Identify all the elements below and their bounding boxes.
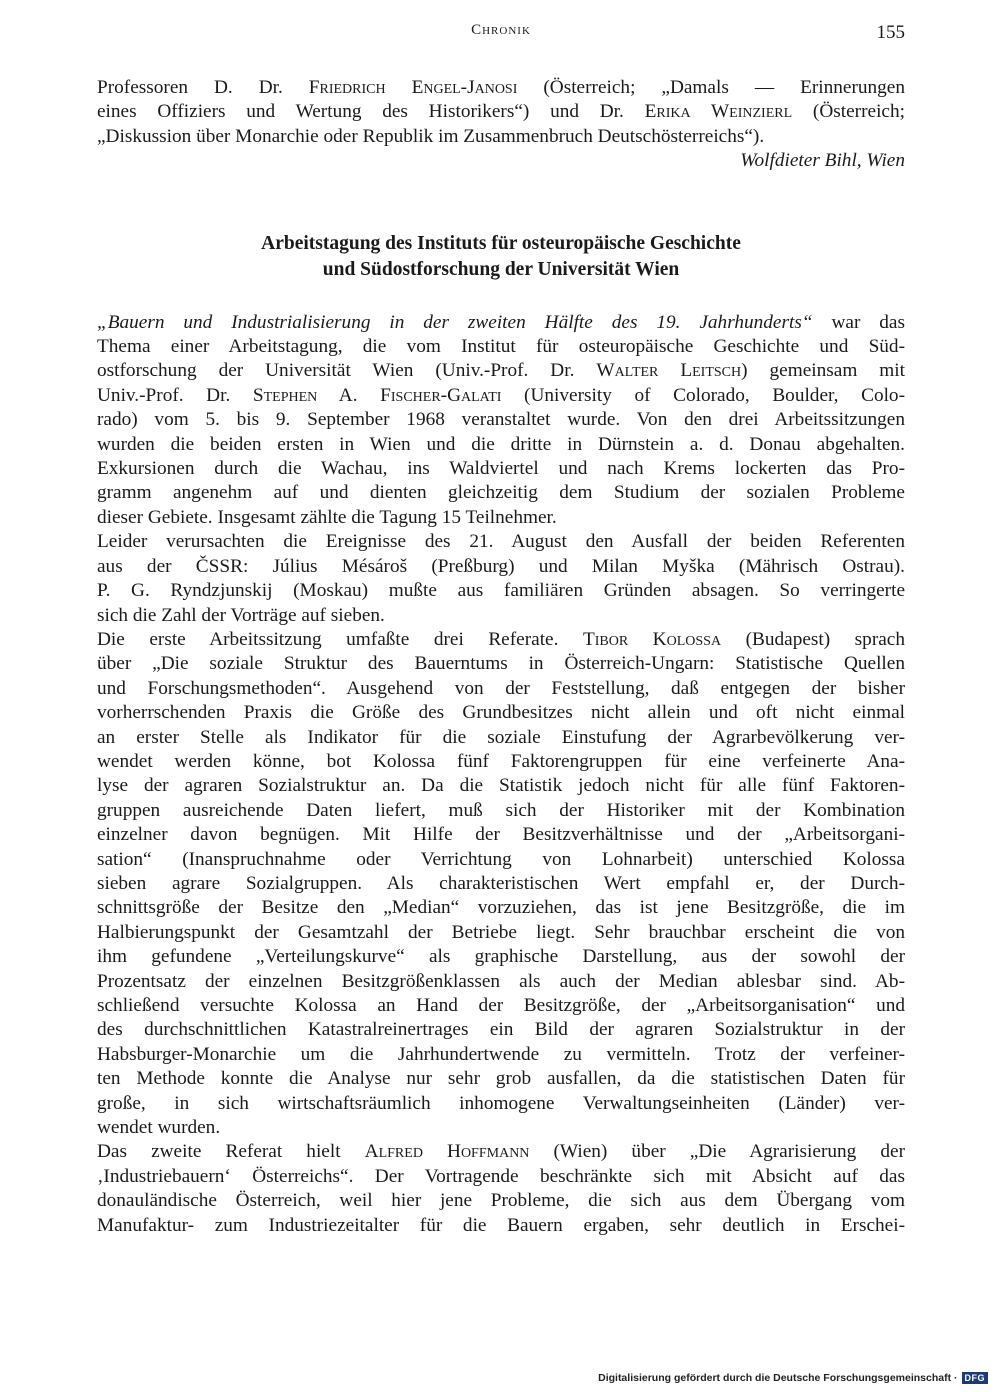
text-line: lyse der agraren Sozialstruktur an. Da die Statistik jedoch nicht für alle fünf Faktoren- [97, 775, 905, 797]
person-name: Friedrich Engel-Janosi [308, 77, 518, 98]
text-line: Habsburger-Monarchie um die Jahrhundertwende zu vermitteln. Trotz der verfeiner- [97, 1043, 905, 1065]
running-title: Chronik [471, 22, 531, 38]
text-line: einzelner davon begnügen. Mit Hilfe der Besitzverhältnisse und der „Arbeitsorgani- [97, 824, 905, 846]
heading-line: Arbeitstagung des Instituts für osteuropäische Geschichte [261, 232, 741, 254]
text-line: „Diskussion über Monarchie oder Republik im Zusammenbruch Deutschösterreichs“). [97, 125, 765, 147]
text-line: an erster Stelle als Indikator für die soziale Einstufung der Agrarbevölkerung ver- [97, 726, 905, 748]
text-line: Leider verursachten die Ereignisse des 21. August den Ausfall der beiden Referenten [97, 531, 905, 553]
person-name: Walter Leitsch [596, 360, 742, 382]
text-line: ostforschung der Universität Wien (Univ.-Prof. Dr. Walter Leitsch) gemeinsam mit [97, 360, 905, 382]
text-line: Professoren D. Dr. Friedrich Engel-Janosi (Österreich; „Damals — Erinnerungen [97, 77, 905, 98]
running-head [97, 22, 905, 46]
paragraph-4 [97, 1140, 905, 1238]
footer-text: Digitalisierung gefördert durch die Deutsche Forschungsgemeinschaft · [598, 1372, 958, 1384]
text-line: wendet werden könne, bot Kolossa fünf Faktorengruppen für eine verfeinerte Ana- [97, 750, 905, 772]
digitization-footer [598, 1372, 988, 1384]
page-body [97, 76, 905, 1238]
person-name: Erika Weinzierl [644, 101, 793, 123]
paragraph-1 [97, 311, 905, 531]
text-line: „Bauern und Industrialisierung in der zweiten Hälfte des 19. Jahrhunderts“ war das [97, 311, 905, 333]
text-line: gramm angenehm auf und dienten gleichzeitig dem Studium der sozialen Probleme [97, 482, 905, 504]
text-line: aus der ČSSR: Július Mésároš (Preßburg) und Milan Myška (Mährisch Ostrau). [97, 555, 905, 577]
talk-title: „Bauern und Industrialisierung in der zweiten Hälfte des 19. Jahrhunderts“ [97, 311, 813, 333]
intro-paragraph [97, 76, 905, 149]
text-line: über „Die soziale Struktur des Bauerntums in Österreich-Ungarn: Statistische Quellen [97, 653, 905, 675]
text-line: große, in sich wirtschaftsräumlich inhomogene Verwaltungseinheiten (Länder) ver- [97, 1092, 905, 1114]
heading-line: und Südostforschung der Universität Wien [322, 258, 680, 280]
page-number: 155 [876, 22, 905, 43]
text-line: ihm gefundene „Verteilungskurve“ als graphische Darstellung, aus der sowohl der [97, 946, 905, 968]
text-line: Das zweite Referat hielt Alfred Hoffmann (Wien) über „Die Agrarisierung der [97, 1141, 905, 1163]
text-line: Univ.-Prof. Dr. Stephen A. Fischer-Galati (University of Colorado, Boulder, Colo- [97, 384, 905, 406]
text-line: schnittsgröße der Besitze den „Median“ vorzuziehen, das ist jene Besitzgröße, die im [97, 897, 905, 919]
text-line: gruppen ausreichende Daten liefert, muß sich der Historiker mit der Kombination [97, 799, 905, 821]
text-line: vorherrschenden Praxis die Größe des Grundbesitzes nicht allein und oft nicht einmal [97, 702, 905, 724]
text-line: schließend versuchte Kolossa an Hand der Besitzgröße, der „Arbeitsorganisation“ und [97, 995, 905, 1016]
text-line: ten Methode konnte die Analyse nur sehr grob ausfallen, da die statistischen Daten für [97, 1068, 905, 1090]
person-name: Stephen A. Fischer-Galati [252, 384, 502, 406]
text-line: wendet wurden. [97, 1117, 221, 1139]
text-line: rado) vom 5. bis 9. September 1968 veranstaltet wurde. Von den drei Arbeitssitzungen [97, 409, 905, 431]
text-line: Thema einer Arbeitstagung, die vom Institut für osteuropäische Geschichte und Süd- [97, 336, 905, 358]
section-heading [97, 231, 905, 283]
text-line: dieser Gebiete. Insgesamt zählte die Tagung 15 Teilnehmer. [97, 506, 557, 528]
text-line: Halbierungspunkt der Gesamtzahl der Betriebe liegt. Sehr brauchbar erscheint die von [97, 921, 905, 943]
paragraph-3 [97, 628, 905, 1141]
text-line: sieben agrare Sozialgruppen. Als charakteristischen Wert empfahl er, der Durch- [97, 872, 905, 894]
text-line: wurden die beiden ersten in Wien und die dritte in Dürnstein a. d. Donau abgehalten. [97, 433, 905, 455]
text-line: des durchschnittlichen Katastralreinertrages ein Bild der agraren Sozialstruktur in der [97, 1019, 905, 1041]
text-line: sich die Zahl der Vorträge auf sieben. [97, 604, 385, 626]
text-line: eines Offiziers und Wertung des Historikers“) und Dr. Erika Weinzierl (Österreich; [97, 101, 905, 123]
text-line: donauländische Österreich, weil hier jene Probleme, die sich aus dem Übergang vom [97, 1190, 905, 1212]
text-line: Manufaktur- zum Industriezeitalter für die Bauern ergaben, sehr deutlich in Erschei- [97, 1214, 905, 1236]
text-line: ‚Industriebauern‘ Österreichs“. Der Vortragende beschränkte sich mit Absicht auf das [97, 1165, 905, 1187]
text-line: sation“ (Inanspruchnahme oder Verrichtung von Lohnarbeit) unterschied Kolossa [97, 848, 905, 870]
person-name: Tibor Kolossa [582, 628, 722, 650]
text-line: und Forschungsmethoden“. Ausgehend von der Feststellung, daß entgegen der bisher [97, 677, 905, 699]
dfg-logo-icon: DFG [962, 1372, 989, 1384]
text-line: Exkursionen durch die Wachau, ins Waldviertel und nach Krems lockerten das Pro- [97, 458, 905, 480]
paragraph-2 [97, 530, 905, 628]
text-line: Prozentsatz der einzelnen Besitzgrößenklassen als auch der Median ablesbar sind. Ab- [97, 970, 905, 992]
person-name: Alfred Hoffmann [364, 1141, 530, 1163]
text-line: P. G. Ryndzjunskij (Moskau) mußte aus familiären Gründen absagen. So verringerte [97, 580, 905, 602]
author-signature: Wolfdieter Bihl, Wien [740, 150, 905, 172]
text-line: Die erste Arbeitssitzung umfaßte drei Referate. Tibor Kolossa (Budapest) sprach [97, 628, 905, 650]
